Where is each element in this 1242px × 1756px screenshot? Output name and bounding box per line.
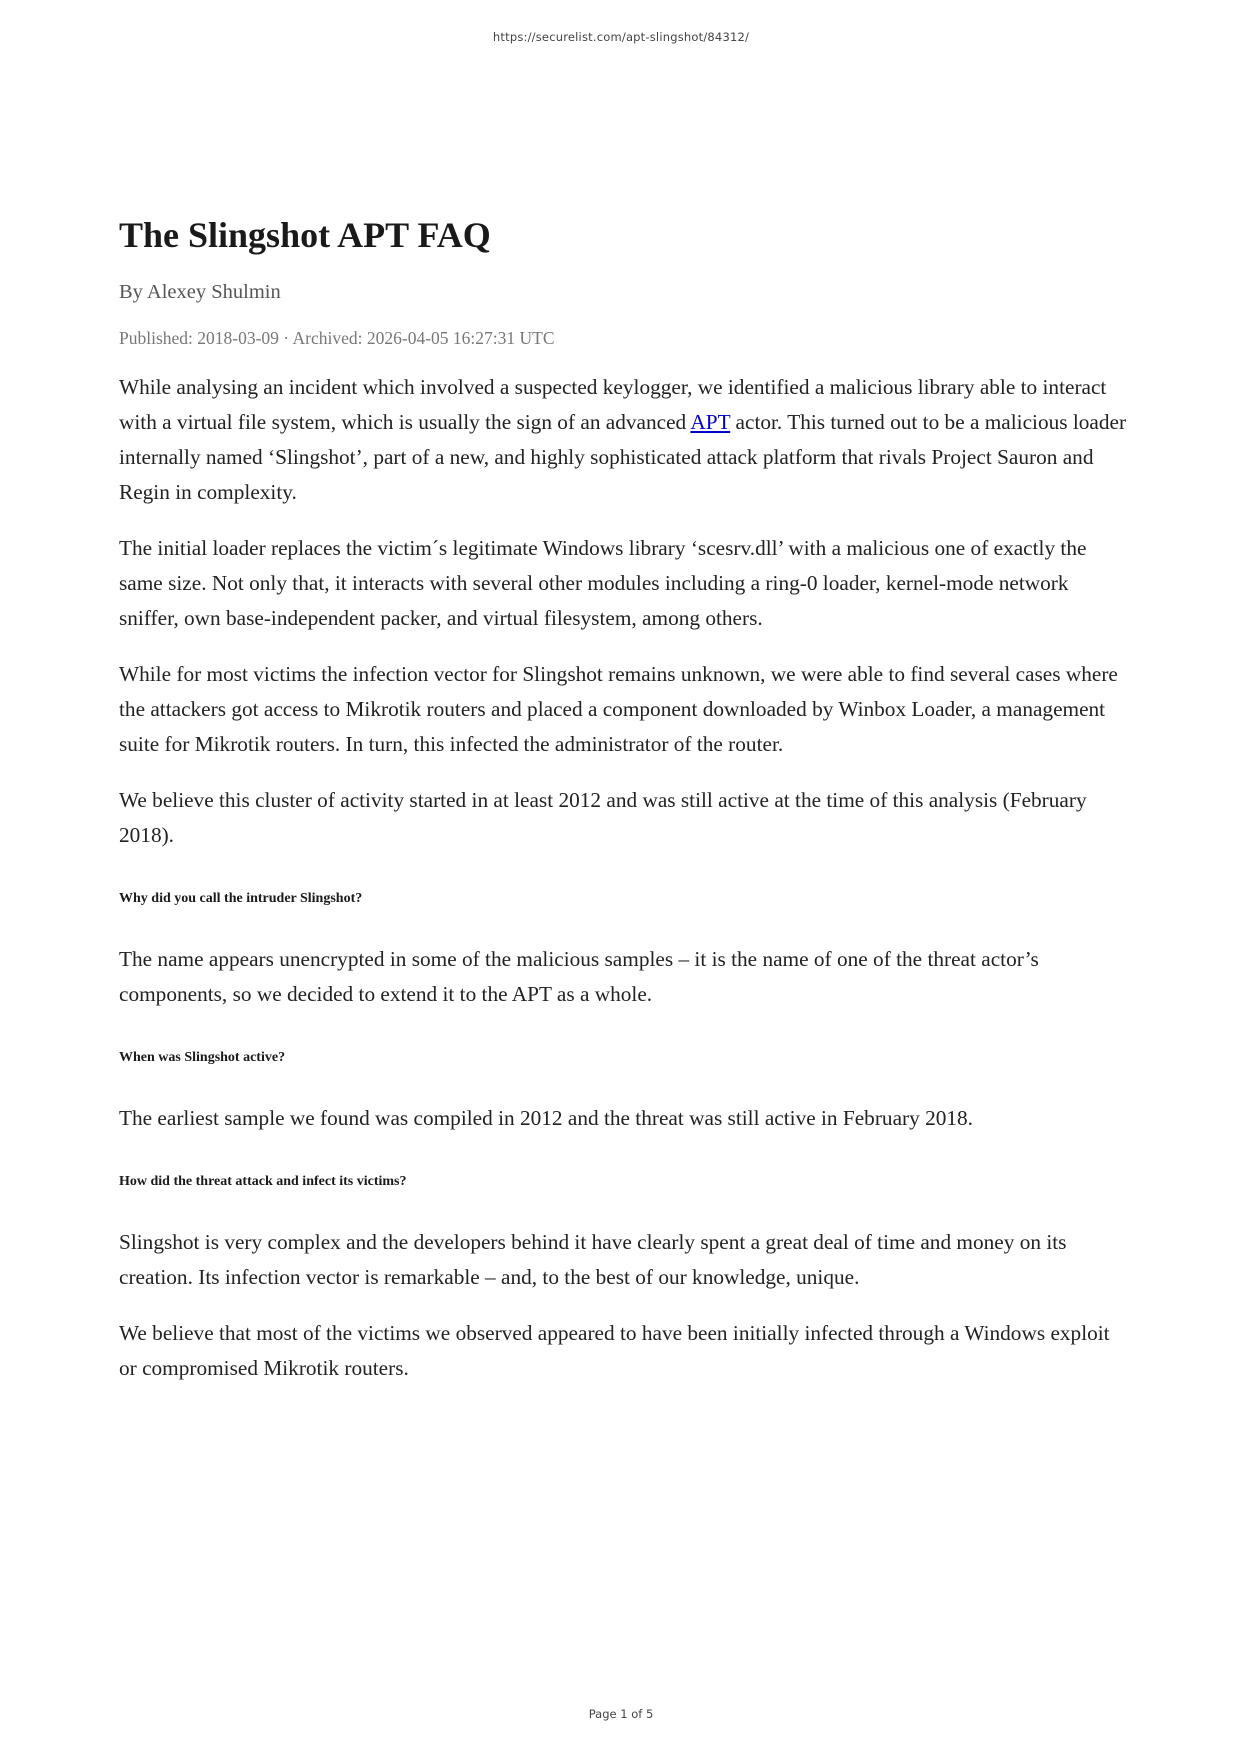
intro-paragraph-3: While for most victims the infection vector for Slingshot remains unknown, we were able to find several cases where the attackers got access to Mikrotik routers and placed a component downloaded by Winbox Loader, a management suite for Mikrotik routers. In turn, this infected the administrator of the router. [119, 662, 1118, 756]
page-number: Page 1 of 5 [588, 1707, 654, 1721]
intro-paragraph-1-before-link: While analysing an incident which involved a suspected keylogger, we identified a malicious library able to interact with a virtual file system, which is usually the sign of an advanced [119, 375, 1107, 434]
page-url-header: https://securelist.com/apt-slingshot/84312/ [492, 30, 750, 44]
apt-link[interactable]: APT [690, 410, 731, 434]
faq-question-how-infect: How did the threat attack and infect its victims? [119, 1174, 407, 1189]
intro-paragraph-4: We believe this cluster of activity started in at least 2012 and was still active at the time of this analysis (February 2018). [119, 788, 1087, 847]
faq-question-why-slingshot: Why did you call the intruder Slingshot? [119, 891, 363, 906]
article-title: The Slingshot APT FAQ [119, 215, 491, 255]
intro-paragraph-1-after-link: actor. This turned out to be a malicious loader internally named ‘Slingshot’, part of a new, and highly sophisticated attack platform that rivals Project Sauron and Regin in complexity. [119, 410, 1127, 504]
article [119, 212, 1129, 1386]
faq-question-when-active: When was Slingshot active? [119, 1050, 286, 1065]
article-byline: By Alexey Shulmin [119, 281, 281, 303]
faq-answer-how-infect-2: We believe that most of the victims we observed appeared to have been initially infected through a Windows exploit or compromised Mikrotik routers. [119, 1321, 1110, 1380]
intro-paragraph-1 [119, 370, 1129, 510]
intro-paragraph-2: The initial loader replaces the victim´s legitimate Windows library ‘scesrv.dll’ with a malicious one of exactly the same size. Not only that, it interacts with several other modules including a ring-0 loader, kernel-mode network sniffer, own base-independent packer, and virtual filesystem, among others. [119, 536, 1087, 630]
article-meta: Published: 2018-03-09 · Archived: 2026-04-05 16:27:31 UTC [119, 328, 555, 348]
faq-answer-why-slingshot: The name appears unencrypted in some of the malicious samples – it is the name of one of the threat actor’s components, so we decided to extend it to the APT as a whole. [119, 947, 1039, 1006]
faq-answer-how-infect-1: Slingshot is very complex and the developers behind it have clearly spent a great deal of time and money on its creation. Its infection vector is remarkable – and, to the best of our knowledge, unique. [119, 1230, 1067, 1289]
faq-answer-when-active: The earliest sample we found was compiled in 2012 and the threat was still active in February 2018. [119, 1106, 974, 1130]
